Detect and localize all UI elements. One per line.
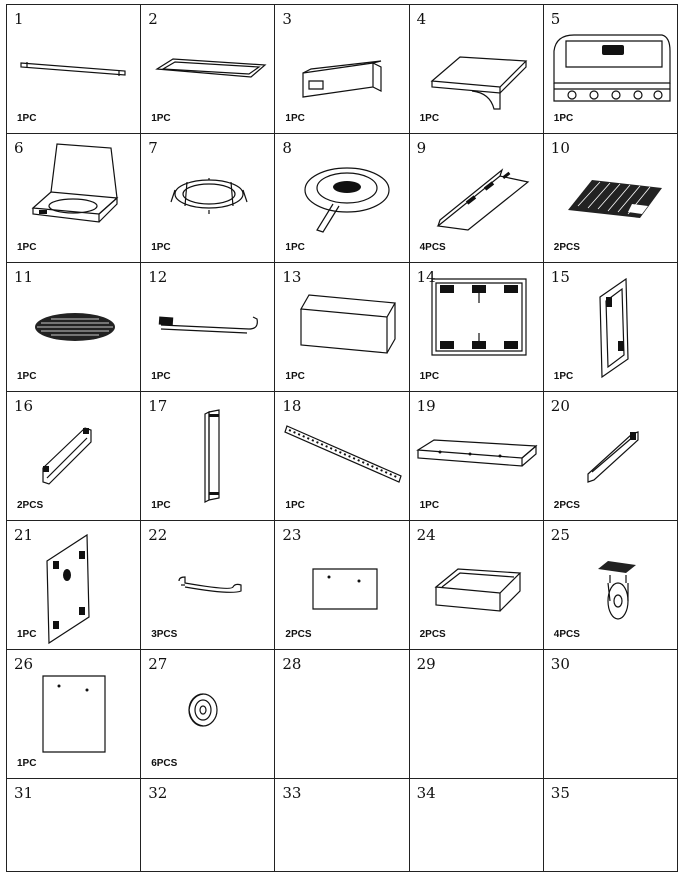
part-number: 8 xyxy=(282,139,292,157)
part-number: 13 xyxy=(282,268,302,286)
part-quantity: 1PC xyxy=(285,371,305,382)
part-number: 3 xyxy=(282,10,292,28)
part-quantity: 2PCS xyxy=(285,629,312,640)
part-number: 16 xyxy=(14,397,34,415)
part-number: 7 xyxy=(148,139,158,157)
part-cell xyxy=(544,779,678,872)
part-cell xyxy=(141,134,275,263)
part-quantity: 2PCS xyxy=(419,629,446,640)
part-number: 9 xyxy=(416,139,427,157)
part-number: 32 xyxy=(148,784,168,802)
part-number: 10 xyxy=(550,139,570,157)
part-cell xyxy=(141,779,275,872)
part-cell xyxy=(544,392,678,521)
part-number: 19 xyxy=(416,397,436,415)
part-number: 2 xyxy=(148,10,158,28)
part-cell xyxy=(7,134,141,263)
part-cell xyxy=(141,5,275,134)
part-number: 25 xyxy=(550,526,570,544)
part-quantity: 1PC xyxy=(17,242,37,253)
part-number: 35 xyxy=(550,784,570,802)
part-cell xyxy=(7,650,141,779)
part-cell xyxy=(410,392,544,521)
part-number: 29 xyxy=(416,655,436,673)
part-number: 23 xyxy=(282,526,302,544)
part-number: 24 xyxy=(416,526,436,544)
part-quantity: 3PCS xyxy=(151,629,178,640)
part-number: 28 xyxy=(282,655,302,673)
part-quantity: 1PC xyxy=(17,629,37,640)
part-number: 17 xyxy=(148,397,168,415)
part-cell xyxy=(275,134,409,263)
part-cell xyxy=(7,263,141,392)
part-number: 21 xyxy=(14,526,34,544)
part-cell xyxy=(141,521,275,650)
part-quantity: 1PC xyxy=(151,113,171,124)
part-number: 15 xyxy=(550,268,570,286)
part-quantity: 1PC xyxy=(17,758,37,769)
part-quantity: 1PC xyxy=(419,500,440,511)
part-quantity: 1PC xyxy=(17,371,37,382)
part-cell xyxy=(544,521,678,650)
parts-list-table xyxy=(6,4,678,872)
part-number: 14 xyxy=(416,268,436,286)
part-cell xyxy=(275,521,409,650)
part-quantity: 2PCS xyxy=(17,500,44,511)
part-quantity: 1PC xyxy=(285,242,305,253)
part-cell xyxy=(544,134,678,263)
part-cell xyxy=(141,392,275,521)
part-quantity: 1PC xyxy=(151,242,171,253)
part-cell xyxy=(7,521,141,650)
part-cell xyxy=(275,392,409,521)
part-cell xyxy=(7,779,141,872)
part-number: 6 xyxy=(14,139,24,157)
part-cell xyxy=(275,5,409,134)
part-cell xyxy=(275,650,409,779)
part-quantity: 1PC xyxy=(151,500,171,511)
part-quantity: 6PCS xyxy=(151,758,178,769)
part-number: 4 xyxy=(416,10,427,28)
part-cell xyxy=(275,263,409,392)
part-number: 30 xyxy=(550,655,570,673)
part-quantity: 1PC xyxy=(553,113,574,124)
part-cell xyxy=(410,263,544,392)
part-cell xyxy=(410,5,544,134)
part-quantity: 4PCS xyxy=(419,242,446,253)
part-cell xyxy=(141,263,275,392)
part-quantity: 1PC xyxy=(151,371,171,382)
part-cell xyxy=(410,779,544,872)
part-cell xyxy=(544,650,678,779)
part-number: 11 xyxy=(14,268,34,286)
part-cell xyxy=(410,521,544,650)
part-quantity: 2PCS xyxy=(553,500,580,511)
part-number: 5 xyxy=(550,10,561,28)
part-cell xyxy=(7,392,141,521)
part-number: 34 xyxy=(416,784,436,802)
part-number: 26 xyxy=(14,655,34,673)
part-number: 33 xyxy=(282,784,302,802)
part-cell xyxy=(544,5,678,134)
part-cell xyxy=(141,650,275,779)
part-quantity: 1PC xyxy=(17,113,37,124)
part-quantity: 1PC xyxy=(419,371,440,382)
part-quantity: 2PCS xyxy=(553,242,580,253)
part-cell xyxy=(410,650,544,779)
part-number: 18 xyxy=(282,397,302,415)
part-quantity: 1PC xyxy=(553,371,574,382)
part-number: 31 xyxy=(14,784,34,802)
part-number: 1 xyxy=(14,10,24,28)
part-quantity: 1PC xyxy=(285,113,305,124)
part-number: 27 xyxy=(148,655,168,673)
part-number: 20 xyxy=(550,397,570,415)
part-number: 22 xyxy=(148,526,168,544)
part-number: 12 xyxy=(148,268,168,286)
part-cell xyxy=(544,263,678,392)
part-cell xyxy=(7,5,141,134)
part-cell xyxy=(275,779,409,872)
part-cell xyxy=(410,134,544,263)
part-quantity: 4PCS xyxy=(553,629,580,640)
part-quantity: 1PC xyxy=(419,113,440,124)
part-quantity: 1PC xyxy=(285,500,305,511)
